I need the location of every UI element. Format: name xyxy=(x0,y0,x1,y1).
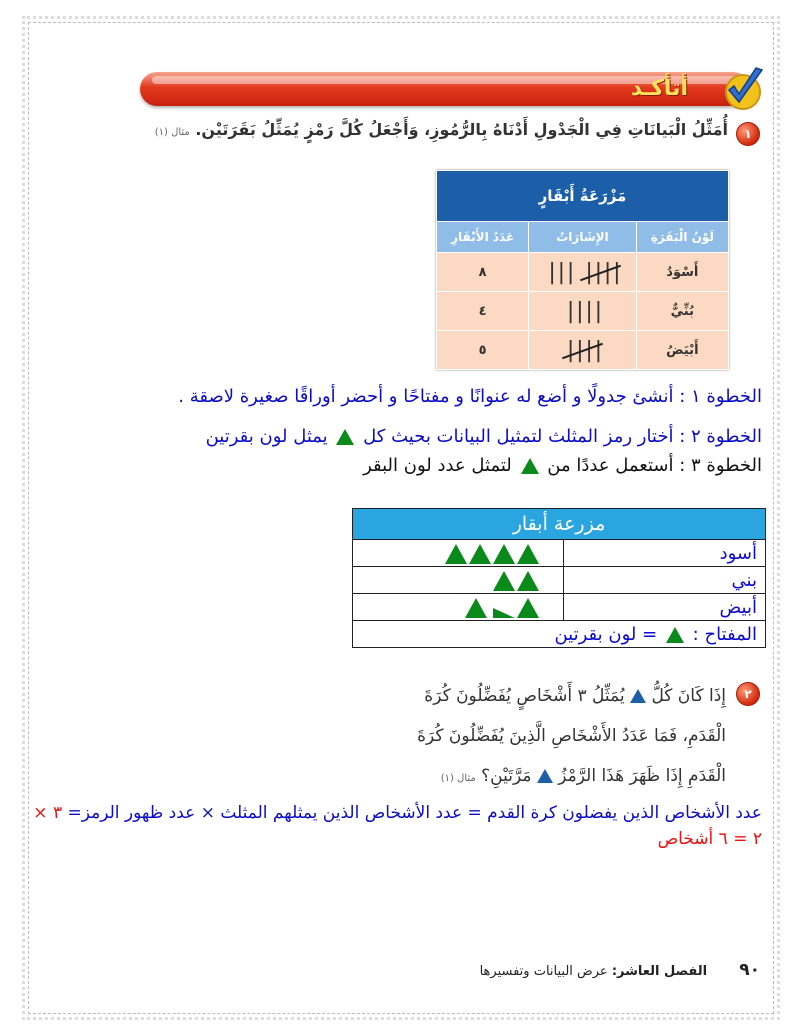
table-row xyxy=(353,594,766,621)
step-2-part-b: يمثل لون بقرتين xyxy=(205,426,328,447)
green-triangle-icon xyxy=(465,598,487,618)
row-count: ٨ xyxy=(437,253,529,292)
table-row xyxy=(437,253,729,292)
step-1-text: الخطوة ١ : أنشئ جدولًا و أضع له عنوانًا و مفتاحًا و أحضر أوراقًا صغيرة لاصقة . xyxy=(178,386,762,407)
question-1-text xyxy=(155,120,728,139)
chapter-subtitle: عرض البيانات وتفسيرها xyxy=(479,964,608,979)
green-triangle-icon xyxy=(521,458,539,474)
step-2-text xyxy=(206,426,762,447)
pictograph-title: مزرعة أبقار xyxy=(353,509,766,540)
question-1-reference: مثال (١) xyxy=(154,127,190,138)
question-2-reference: مثال (١) xyxy=(440,773,476,784)
question-1-prompt: أُمَثِّلُ الْبَيانَاتِ فِي الْجَدْولِ أَدْنَاهُ بِالرُّمُوزِ، وَأَجْعَلُ كُلَّ رَمْزٍ يُمَثِّلُ بَقَرَتَيْن. xyxy=(195,120,728,139)
header-tally: الإِشَارَاتُ xyxy=(529,222,636,253)
tally-table-title: مَزْرَعَةُ أَبْقَارٍ xyxy=(437,171,729,222)
green-triangle-icon xyxy=(517,598,539,618)
key-meaning: = لون بقرتين xyxy=(554,623,658,645)
table-row xyxy=(437,292,729,331)
section-banner xyxy=(140,72,750,106)
answer-line: عدد الأشخاص الذين يفضلون كرة القدم = عدد الأشخاص الذين يمثلهم المثلث × عدد ظهور الرمز= xyxy=(67,803,762,823)
green-triangle-icon xyxy=(493,544,515,564)
pictograph-symbols xyxy=(353,540,564,567)
header-count: عَدَدُ الأَبْقَارِ xyxy=(437,222,529,253)
row-color-label: أَسْوَدُ xyxy=(636,253,728,292)
key-label: المفتاح : xyxy=(692,623,757,645)
pictograph-symbols xyxy=(353,594,564,621)
step-3-part-b: لتمثل عدد لون البقر xyxy=(363,455,512,476)
question-2-part-c: مَرَّتَيْنِ؟ xyxy=(481,766,532,786)
green-triangle-icon xyxy=(469,544,491,564)
blue-triangle-icon xyxy=(630,689,646,703)
question-2-part-a: إِذَا كَانَ كُلُّ xyxy=(651,686,726,706)
half-triangle-icon xyxy=(493,608,515,618)
green-triangle-icon xyxy=(493,571,515,591)
cow-farm-tally-table xyxy=(436,170,729,370)
green-triangle-icon xyxy=(666,627,684,643)
pictograph-table xyxy=(352,508,766,648)
answer-text xyxy=(32,800,762,852)
question-1-badge: ١ xyxy=(736,122,760,146)
green-triangle-icon xyxy=(517,571,539,591)
step-3-text xyxy=(363,455,762,476)
green-triangle-icon xyxy=(336,429,354,445)
row-color-label: أَبْيَضُ xyxy=(636,331,728,370)
tally-marks: |||| ||| xyxy=(529,253,636,292)
pictograph-key-row xyxy=(353,621,766,648)
table-row xyxy=(437,331,729,370)
table-row xyxy=(353,540,766,567)
pictograph-row-label: أسود xyxy=(564,540,766,567)
page-footer xyxy=(480,960,760,980)
question-2-badge: ٢ xyxy=(736,682,760,706)
checkmark-icon xyxy=(720,64,766,112)
tally-marks: |||| xyxy=(529,292,636,331)
green-triangle-icon xyxy=(517,544,539,564)
step-3-part-a: الخطوة ٣ : أستعمل عددًا من xyxy=(547,455,762,476)
tally-marks: |||| xyxy=(529,331,636,370)
row-count: ٥ xyxy=(437,331,529,370)
question-2-text xyxy=(386,676,726,799)
pictograph-row-label: أبيض xyxy=(564,594,766,621)
step-2-part-a: الخطوة ٢ : أختار رمز المثلث لتمثيل البيانات بحيث كل xyxy=(363,426,762,447)
chapter-label: الفصل العاشر: xyxy=(611,964,708,979)
row-color-label: بُنِّيٌّ xyxy=(636,292,728,331)
banner-title: أتأكـد xyxy=(630,76,688,101)
row-count: ٤ xyxy=(437,292,529,331)
pictograph-key xyxy=(353,621,766,648)
header-cow-color: لَوْنُ الْبَقَرَةِ xyxy=(636,222,728,253)
page-number: ٩٠ xyxy=(739,960,760,980)
pictograph-symbols xyxy=(353,567,564,594)
green-triangle-icon xyxy=(445,544,467,564)
answer-result: ٣ × ٢ = ٦ أشخاص xyxy=(33,803,762,849)
table-row xyxy=(353,567,766,594)
question-2-part-b: يُمَثِّلُ ٣ أَشْخَاصٍ يُفَضِّلُونَ كُرَةَ الْقَدَمِ، فَمَا عَدَدُ الأَشْخَاصِ الَّذِينَ يُفَضِّلُونَ كُرَةَ الْقَدَمِ إِذَا ظَهَرَ هَذَا الرَّمْزُ xyxy=(417,686,726,786)
pictograph-row-label: بني xyxy=(564,567,766,594)
blue-triangle-icon xyxy=(537,769,553,783)
